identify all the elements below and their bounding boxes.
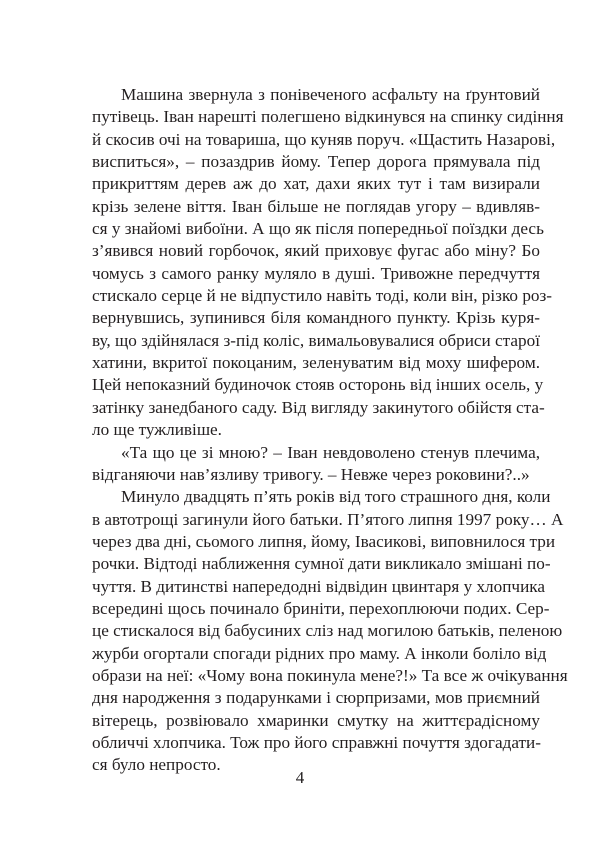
paragraph-3 xyxy=(92,486,568,776)
text-line: хатини, вкритої покоцаним, зеленуватим від моху шифером. xyxy=(92,353,540,373)
text-line: й скосив очі на товариша, що куняв поруч. «Щастить Назарові, xyxy=(92,129,556,149)
text-line: вітерець, розвіювало хмаринки смутку на життєрадісному xyxy=(92,710,540,730)
paragraph-2 xyxy=(92,442,540,487)
text-line: рочки. Відтоді наближення сумної дати викликало змішані по- xyxy=(92,554,551,574)
text-line: ву, що здійнялася з-під коліс, вимальовувалися обриси старої xyxy=(92,330,540,350)
text-line: крізь зелене віття. Іван більше не поглядав угору – вдивляв- xyxy=(92,196,540,216)
paragraph-1 xyxy=(92,84,564,442)
text-line: образи на неї: «Чому вона покинула мене?!» Та все ж очікування xyxy=(92,665,568,685)
text-line: чуття. В дитинстві напередодні відвідин цвинтаря у хлопчика xyxy=(92,576,545,596)
page-number: 4 xyxy=(295,768,305,787)
text-line: Машина звернула з понівеченого асфальту на ґрунтовий xyxy=(121,85,540,104)
body-text xyxy=(92,84,568,777)
text-line: чомусь з самого ранку муляло в душі. Тривожне передчуття xyxy=(92,263,540,283)
text-line: з’явився новий горбочок, який приховує фугас або міну? Бо xyxy=(92,241,540,261)
text-line: затінку занедбаного саду. Від вигляду закинутого обійстя ста- xyxy=(92,397,545,417)
text-line: стискало серце й не відпустило навіть тоді, коли він, різко роз- xyxy=(92,286,553,306)
text-line: прикриттям дерев аж до хат, дахи яких тут і там визирали xyxy=(92,174,540,194)
text-line: в автотрощі загинули його батьки. П’ятого липня 1997 року… А xyxy=(92,509,564,529)
text-line: відганяючи нав’язливу тривогу. – Невже через роковини?..» xyxy=(92,464,530,484)
text-line: ся у знайомі вибоїни. А що як після попередньої поїздки десь xyxy=(92,219,544,239)
text-line: всередині щось починало бриніти, перехоплюючи подих. Сер- xyxy=(92,598,550,618)
text-line: через два дні, сьомого липня, йому, Івасикові, виповнилося три xyxy=(92,531,556,551)
text-line: путівець. Іван нарешті полегшено відкинувся на спинку сидіння xyxy=(92,107,564,127)
text-line: Минуло двадцять п’ять років від того страшного дня, коли xyxy=(121,487,551,507)
text-line: Цей непоказний будиночок стояв осторонь від інших осель, у xyxy=(92,375,544,395)
text-line: ло ще тужливіше. xyxy=(92,420,222,440)
text-line: «Та що це зі мною? – Іван невдоволено стенув плечима, xyxy=(121,442,540,462)
text-line: вернувшись, зупинився біля командного пункту. Крізь куря- xyxy=(92,308,540,328)
text-line: ся було непросто. xyxy=(92,755,221,775)
text-line: журби огортали спогади рідних про маму. А інколи боліло від xyxy=(92,643,547,663)
text-line: обличчі хлопчика. Тож про його справжні почуття здогадати- xyxy=(92,732,541,752)
text-line: виспиться», – позаздрив йому. Тепер дорога прямувала під xyxy=(92,152,540,172)
text-line: це стискалося від бабусиних сліз над могилою батьків, пеленою xyxy=(92,621,563,641)
text-line: дня народження з подарунками і сюрпризами, мов приємний xyxy=(92,688,540,708)
